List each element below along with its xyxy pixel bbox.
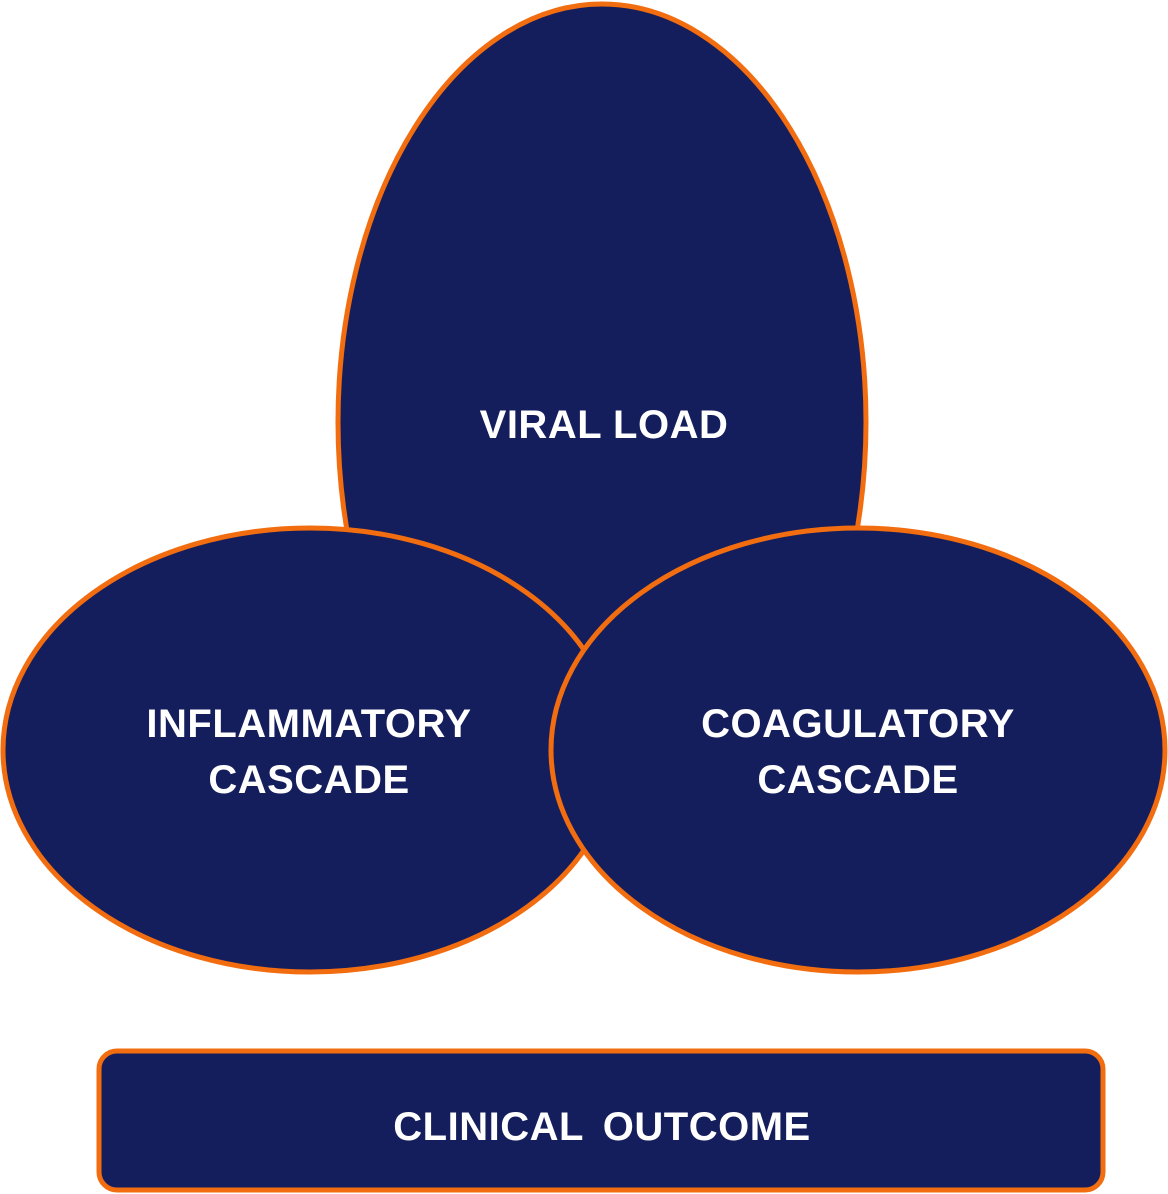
coagulatory-cascade-label-line1: COAGULATORY bbox=[701, 702, 1015, 746]
coagulatory-cascade-node bbox=[551, 528, 1165, 972]
inflammatory-cascade-node bbox=[3, 528, 617, 972]
clinical-outcome-node bbox=[99, 1051, 1103, 1190]
viral-load-label: VIRAL LOAD bbox=[479, 403, 729, 447]
inflammatory-cascade-label-line2: CASCADE bbox=[208, 758, 410, 802]
coagulatory-cascade-ellipse bbox=[551, 528, 1165, 972]
coagulatory-cascade-label-line2: CASCADE bbox=[757, 758, 959, 802]
inflammatory-cascade-label-line1: INFLAMMATORY bbox=[146, 702, 472, 746]
clinical-outcome-label: CLINICAL OUTCOME bbox=[393, 1105, 811, 1149]
inflammatory-cascade-ellipse bbox=[3, 528, 617, 972]
